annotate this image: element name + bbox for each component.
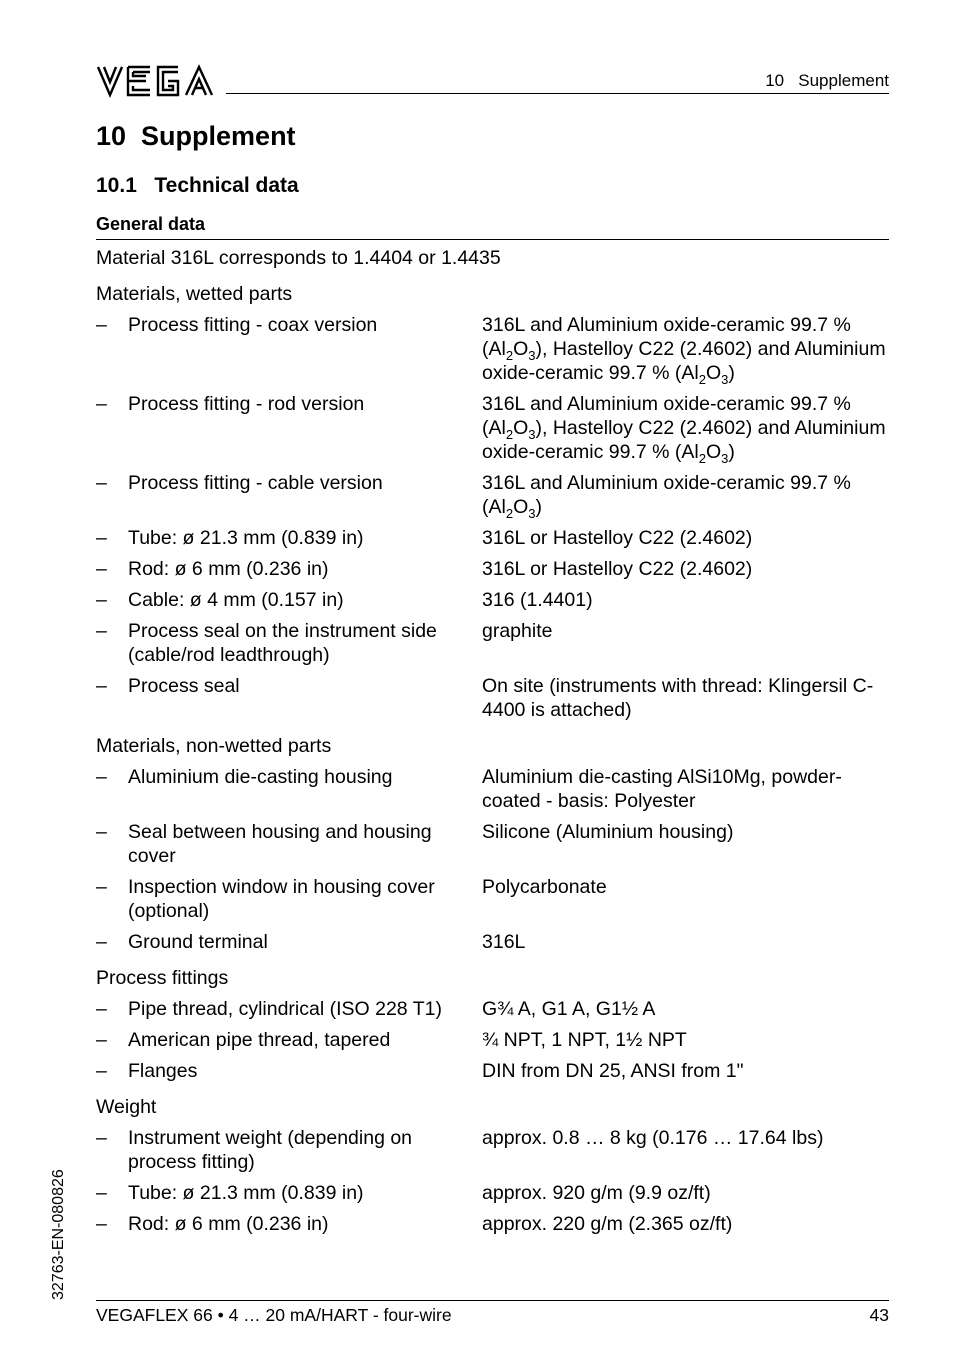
list-dash: – — [96, 558, 107, 580]
spec-row — [96, 1212, 889, 1236]
list-dash: – — [96, 1060, 107, 1082]
group-title: Materials, non-wetted parts — [96, 735, 332, 757]
spec-row — [96, 1126, 889, 1174]
spec-value: DIN from DN 25, ANSI from 1" — [482, 1060, 744, 1082]
spec-label: Process fitting - coax version — [128, 314, 378, 336]
subsection-title: General data — [96, 214, 206, 234]
spec-label: Instrument weight (depending on process fitting) — [128, 1127, 413, 1173]
spec-row — [96, 1181, 889, 1205]
header-rule — [226, 93, 889, 94]
spec-label: Rod: ø 6 mm (0.236 in) — [128, 558, 329, 580]
chapter-title: 10 Supplement — [96, 121, 296, 151]
group-weight — [96, 1095, 889, 1236]
spec-value: Polycarbonate — [482, 876, 607, 898]
section-title: 10.1 Technical data — [96, 174, 299, 197]
list-dash: – — [96, 675, 107, 697]
technical-data-content — [96, 244, 889, 1236]
spec-row — [96, 674, 889, 722]
spec-row — [96, 1059, 889, 1083]
spec-row — [96, 1028, 889, 1052]
spec-value: approx. 0.8 … 8 kg (0.176 … 17.64 lbs) — [482, 1127, 824, 1149]
spec-row — [96, 471, 889, 519]
list-dash: – — [96, 472, 107, 494]
footer-rule — [96, 1300, 889, 1301]
vega-logo — [96, 64, 214, 98]
spec-row — [96, 392, 889, 464]
spec-value: 316L and Aluminium oxide-ceramic 99.7 % $(Al_2O_3)$ — [482, 472, 851, 521]
list-dash: – — [96, 393, 107, 415]
spec-row — [96, 820, 889, 868]
list-dash: – — [96, 1029, 107, 1051]
spec-label: Inspection window in housing cover (optional) — [128, 876, 435, 922]
spec-label: Cable: ø 4 mm (0.157 in) — [128, 589, 344, 611]
subsection-rule — [96, 239, 889, 240]
spec-row — [96, 930, 889, 954]
group-non-wetted-parts — [96, 734, 889, 954]
group-title: Process fittings — [96, 967, 229, 989]
spec-value: 316L or Hastelloy C22 (2.4602) — [482, 527, 753, 549]
list-dash: – — [96, 527, 107, 549]
spec-label: Pipe thread, cylindrical (ISO 228 T1) — [128, 998, 442, 1020]
list-dash: – — [96, 1182, 107, 1204]
header-section-label: 10 Supplement — [765, 71, 889, 90]
spec-row — [96, 997, 889, 1021]
group-title: Weight — [96, 1096, 157, 1118]
spec-label: Process fitting - cable version — [128, 472, 383, 494]
spec-value: 316L or Hastelloy C22 (2.4602) — [482, 558, 753, 580]
spec-value: 316L and Aluminium oxide-ceramic 99.7 % $(Al_2O_3)$, Hastelloy C22 (2.4602) and Aluminium oxide-ceramic 99.7 % $(Al_2O_3)$ — [482, 393, 886, 466]
list-dash: – — [96, 876, 107, 898]
spec-row — [96, 875, 889, 923]
spec-value: Aluminium die-casting AlSi10Mg, powder-coated - basis: Polyester — [482, 766, 842, 812]
spec-value: G¾ A, G1 A, G1½ A — [482, 998, 656, 1020]
list-dash: – — [96, 620, 107, 642]
list-dash: – — [96, 821, 107, 843]
page-number: 43 — [869, 1305, 889, 1325]
spec-label: American pipe thread, tapered — [128, 1029, 391, 1051]
spec-row — [96, 765, 889, 813]
list-dash: – — [96, 931, 107, 953]
spec-label: Seal between housing and housing cover — [128, 821, 432, 867]
spec-value: approx. 220 g/m (2.365 oz/ft) — [482, 1213, 733, 1235]
spec-row — [96, 619, 889, 667]
spec-label: Flanges — [128, 1060, 198, 1082]
spec-label: Process fitting - rod version — [128, 393, 365, 415]
group-process-fittings — [96, 966, 889, 1083]
group-title: Materials, wetted parts — [96, 283, 293, 305]
list-dash: – — [96, 589, 107, 611]
spec-label: Process seal on the instrument side (cable/rod leadthrough) — [128, 620, 437, 666]
spec-label: Ground terminal — [128, 931, 268, 953]
group-wetted-parts — [96, 282, 889, 722]
spec-label: Rod: ø 6 mm (0.236 in) — [128, 1213, 329, 1235]
list-dash: – — [96, 766, 107, 788]
spec-row — [96, 313, 889, 385]
spec-value: On site (instruments with thread: Klingersil C-4400 is attached) — [482, 675, 874, 721]
document-code: 32763-EN-080826 — [50, 1169, 67, 1300]
spec-label: Tube: ø 21.3 mm (0.839 in) — [128, 527, 364, 549]
spec-label: Tube: ø 21.3 mm (0.839 in) — [128, 1182, 364, 1204]
spec-value: 316L and Aluminium oxide-ceramic 99.7 % $(Al_2O_3)$, Hastelloy C22 (2.4602) and Aluminium oxide-ceramic 99.7 % $(Al_2O_3)$ — [482, 314, 886, 387]
spec-value: graphite — [482, 620, 553, 642]
spec-value: ¾ NPT, 1 NPT, 1½ NPT — [482, 1029, 687, 1051]
list-dash: – — [96, 1213, 107, 1235]
spec-row — [96, 557, 889, 581]
spec-value: Silicone (Aluminium housing) — [482, 821, 734, 843]
spec-label: Aluminium die-casting housing — [128, 766, 393, 788]
spec-label: Process seal — [128, 675, 240, 697]
spec-value: 316 (1.4401) — [482, 589, 593, 611]
list-dash: – — [96, 1127, 107, 1149]
spec-row — [96, 526, 889, 550]
list-dash: – — [96, 998, 107, 1020]
spec-value: 316L — [482, 931, 526, 953]
footer-product: VEGAFLEX 66 • 4 … 20 mA/HART - four-wire — [96, 1305, 452, 1325]
list-dash: – — [96, 314, 107, 336]
material-note: Material 316L corresponds to 1.4404 or 1.4435 — [96, 247, 501, 269]
spec-row — [96, 588, 889, 612]
spec-value: approx. 920 g/m (9.9 oz/ft) — [482, 1182, 711, 1204]
